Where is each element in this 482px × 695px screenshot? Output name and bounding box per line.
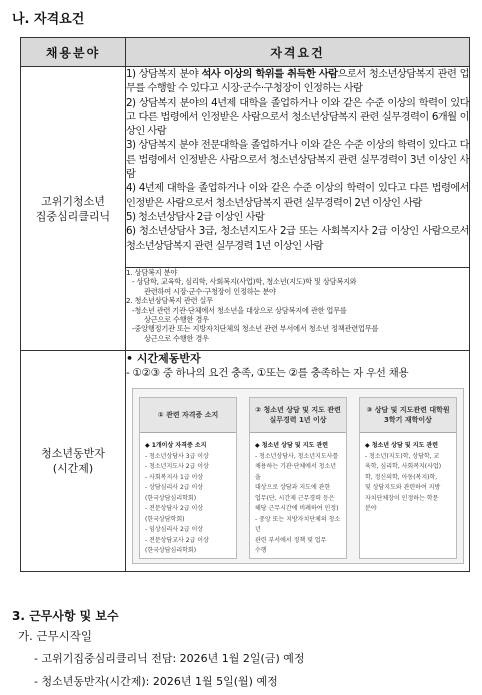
figure-list-item: - 청소년상담사 3급 이상 [145, 452, 209, 460]
condition-1-pre: 1) 상담복지 분야 [126, 68, 202, 80]
figure-list-item: 해당 근무시간에 비례하여 인정) [255, 505, 339, 512]
table-header-row [21, 38, 470, 67]
clinic-conditions [126, 67, 470, 268]
figure-list-item: 채용하는 기관·단체에서 청소년을 [255, 463, 337, 481]
condition-3: 3) 상담복지 분야 전문대학을 졸업하거나 이와 같은 수준 이상의 학력이 있다고 다른 법령에서 인정받은 사람으로서 청소년상담복지 관련 실무경력이 3년 이상인 사람 [126, 139, 469, 181]
condition-2: 2) 상담복지 분야의 4년제 대학을 졸업하거나 이와 같은 수준 이상의 학력이 있다고 다른 법령에서 인정받은 사람으로서 청소년상담복지 관련 실무경력이 6개월 이상인 사람 [126, 96, 469, 138]
field-clinic-line1: 고위기청소년 [41, 194, 105, 208]
figure-list-item: - 중앙 또는 지방자치단체의 청소년 [255, 515, 341, 533]
note-7: -중앙행정기관 또는 지방자치단체의 청소년 관련 부서에서 청소년 정책관련업무를 [132, 324, 379, 334]
figure-list-item: - 청소년지도사 2급 이상 [145, 463, 209, 470]
figure-list-item: - 전문상담교사 2급 이상 [145, 536, 209, 544]
figure-box-2 [249, 397, 347, 559]
figure-box-3-title: ◆ 청소년 상담 및 지도 관련 [365, 442, 439, 449]
field-companion [21, 351, 126, 572]
figure-box-1-title: ◆ 1개이상 자격증 소지 [145, 442, 207, 449]
note-8: 상근으로 수행한 경우 [144, 333, 209, 343]
condition-6: 6) 청소년상담사 3급, 청소년지도사 2급 또는 사회복지사 2급 이상인 사람으로서 청소년상담복지 관련 실무경력 1년 이상인 사람 [126, 225, 469, 252]
condition-1-post: 으로서 청소년상담복지 관련 업무를 수행할 수 있다고 시장·군수·구청장이 인정하는 사람 [126, 68, 470, 95]
figure-box-2-list [255, 452, 341, 557]
condition-5: 5) 청소년상담사 2급 이상인 사람 [126, 210, 265, 223]
figure-list-item: - 임상심리사 2급 이상 [145, 526, 204, 533]
figure-list-item: 및 상담지도와 관련하여 지방 [365, 484, 441, 491]
figure-box-2-head: ② 청소년 상담 및 지도 관련 실무경력 1년 이상 [250, 398, 346, 433]
companion-rule: - ①②③ 중 하나의 요건 충족, ①또는 ②를 충족하는 자 우선 채용 [126, 367, 409, 379]
figure-box-2-title: ◆ 청소년 상담 및 지도 관련 [255, 442, 329, 449]
note-6: 상근으로 수행한 경우 [144, 315, 209, 325]
figure-list-item: 업무(단, 시간제 근무경력 등은 [255, 494, 335, 502]
companion-conditions [126, 351, 470, 572]
note-1: 1. 상담복지 분야 [126, 268, 178, 277]
figure-list-item: (한국상담학회) [145, 515, 185, 523]
figure-list-item: (한국상담심리학회) [145, 494, 197, 502]
figure-list-item: - 전문상담사 2급 이상 [145, 505, 204, 512]
figure-box-1 [139, 397, 237, 559]
section3-title: 3. 근무사항 및 보수 [12, 609, 119, 623]
section-title: 나. 자격요건 [12, 12, 85, 27]
note-4: 2. 청소년상담복지 관련 실무 [126, 296, 213, 306]
figure-list-item: 육학, 심리학, 사회복지(사업) [365, 463, 442, 470]
note-5: -청소년 관련 기관·단체에서 청소년을 대상으로 상담복지에 관한 업무를 [132, 305, 347, 315]
figure-box-3-list [365, 452, 451, 515]
field-companion-line2: (시간제) [52, 462, 94, 475]
figure-list-item: (한국상담심리학회) [145, 547, 197, 554]
figure-list-item: 수행 [255, 547, 267, 554]
figure-list-item: - 청소년(지도)학, 상담학, 교 [365, 452, 440, 460]
table-row [21, 351, 470, 572]
figure-list-item: 분야 [365, 505, 377, 512]
section3-item-1: - 고위기집중심리클리닉 전담: 2026년 1월 2일(금) 예정 [34, 652, 305, 665]
companion-head: • 시간제동반자 [126, 352, 201, 365]
condition-1 [126, 67, 469, 96]
section3-item-2: - 청소년동반자(시간제): 2026년 1월 5일(월) 예정 [34, 675, 278, 688]
clinic-notes [126, 268, 470, 351]
header-field: 채용분야 [21, 38, 126, 67]
figure-list-item: - 사회복지사 1급 이상 [145, 473, 204, 481]
condition-1-bold: 석사 이상의 학위를 취득한 사람 [201, 68, 338, 80]
condition-4: 4) 4년제 대학을 졸업하거나 이와 같은 수준 이상의 학력이 있다고 다른 법령에서 인정받은 사람으로서 청소년상담복지 관련 실무경력이 2년 이상인 사람 [126, 182, 469, 209]
requirements-table [20, 37, 470, 572]
header-requirements: 자격요건 [126, 38, 470, 67]
figure-list-item: - 청소년상담사, 청소년지도사를 [255, 452, 339, 460]
table-row [21, 67, 470, 268]
field-clinic [21, 67, 126, 351]
figure-box-1-head: ① 관련 자격증 소지 [140, 398, 236, 433]
figure-list-item: 학, 정신의학, 아동(복지)학, [365, 473, 438, 481]
section3-sub: 가. 근무시작일 [18, 629, 92, 643]
figure-box-3 [359, 397, 457, 559]
note-2: - 상담학, 교육학, 심리학, 사회복지(사업)학, 청소년(지도)학 및 상담복지와 [132, 277, 357, 287]
figure-box-1-list [145, 452, 231, 557]
requirements-figure [132, 388, 464, 564]
figure-list-item: - 상담심리사 2급 이상 [145, 484, 204, 491]
field-companion-line1: 청소년동반자 [41, 447, 105, 460]
note-3: 관련하여 시장·군수·구청장이 인정하는 분야 [144, 286, 276, 296]
figure-box-3-head: ③ 상담 및 지도관련 대학원 3학기 재학이상 [360, 398, 456, 433]
figure-list-item: 관련 부서에서 정책 및 업무 [255, 536, 327, 544]
figure-list-item: 자치단체장이 인정하는 학문 [365, 494, 439, 502]
field-clinic-line2: 집중심리클리닉 [35, 209, 111, 223]
figure-list-item: 대상으로 상담과 지도에 관한 [255, 484, 331, 491]
